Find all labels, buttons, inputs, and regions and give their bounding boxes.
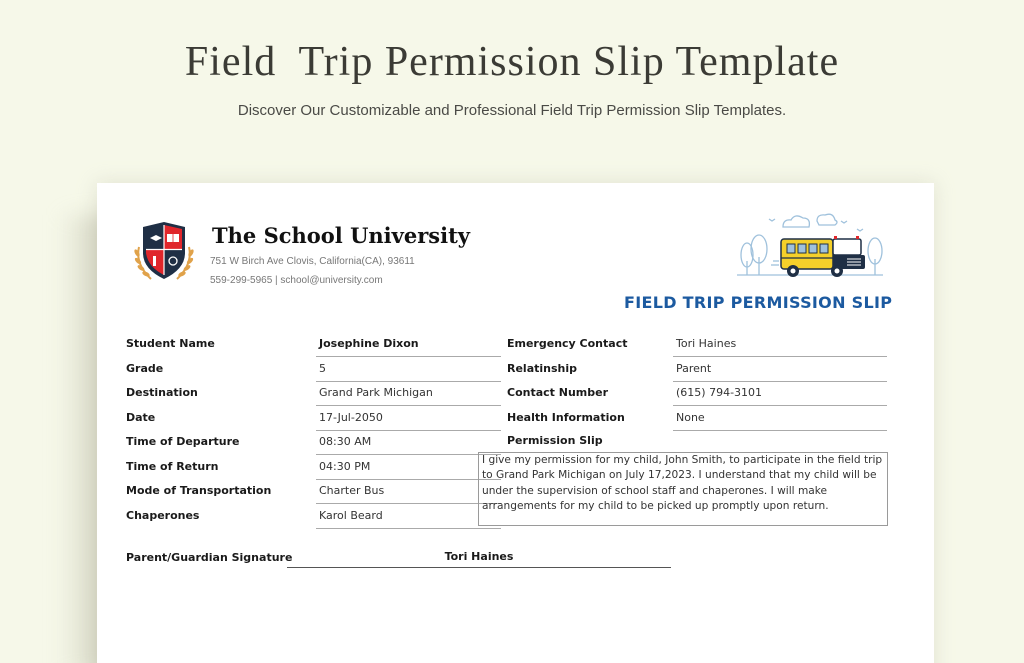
school-contact: 559-299-5965 | school@university.com (210, 275, 383, 286)
school-address: 751 W Birch Ave Clovis, California(CA), 93611 (210, 256, 415, 267)
grade-field[interactable]: 5 (316, 362, 501, 382)
field-label: Health Information (507, 410, 625, 424)
field-label: Time of Departure (126, 435, 240, 448)
shield-crest-icon (129, 219, 199, 285)
school-name: The School University (212, 223, 470, 248)
field-label: Date (126, 410, 156, 424)
field-return-time (126, 456, 506, 480)
field-label: Contact Number (507, 386, 609, 399)
permission-slip-label: Permission Slip (507, 434, 603, 447)
field-date (126, 407, 506, 431)
health-information-field[interactable]: None (673, 411, 887, 431)
field-label: Grade (126, 361, 164, 375)
date-field[interactable]: 17-Jul-2050 (316, 411, 501, 431)
signature-label: Parent/Guardian Signature (126, 551, 293, 564)
page-heading: Field Trip Permission Slip Template (184, 39, 840, 85)
form-title: FIELD TRIP PERMISSION SLIP (624, 293, 893, 312)
field-label: Time of Return (126, 459, 219, 473)
school-bus-icon (735, 209, 885, 281)
emergency-contact-field[interactable]: Tori Haines (673, 337, 887, 357)
field-grade (126, 358, 506, 382)
contact-number-field[interactable]: (615) 794-3101 (673, 386, 887, 406)
field-destination (126, 382, 506, 406)
return-time-field[interactable]: 04:30 PM (316, 460, 501, 480)
field-transportation (126, 480, 506, 504)
field-label: Chaperones (126, 508, 200, 522)
destination-field[interactable]: Grand Park Michigan (316, 386, 501, 406)
field-label: Student Name (126, 337, 215, 350)
field-label: Relatinship (507, 361, 578, 375)
field-emergency-contact (507, 333, 892, 357)
field-health-information (507, 407, 892, 431)
transportation-field[interactable]: Charter Bus (316, 484, 501, 504)
chaperones-field[interactable]: Karol Beard (316, 509, 501, 529)
signature-field[interactable]: Tori Haines (287, 550, 671, 568)
student-name-field[interactable]: Josephine Dixon (316, 337, 501, 357)
relationship-field[interactable]: Parent (673, 362, 887, 382)
field-student-name (126, 333, 506, 357)
field-departure-time (126, 431, 506, 455)
field-label: Emergency Contact (507, 337, 628, 350)
field-relationship (507, 358, 892, 382)
field-contact-number (507, 382, 892, 406)
field-chaperones (126, 505, 506, 529)
field-label: Destination (126, 386, 198, 399)
permission-slip-document (97, 183, 934, 663)
permission-text-area[interactable]: I give my permission for my child, John Smith, to participate in the field trip to Grand Park Michigan on July 17,2023. I understand that my child will be under the supervision of school staff and chaperones. I will make arrangements for my child to be picked up promptly upon return. (478, 452, 888, 526)
page-subheading: Discover Our Customizable and Professional Field Trip Permission Slip Templates. (237, 102, 787, 119)
departure-time-field[interactable]: 08:30 AM (316, 435, 501, 455)
field-label: Mode of Transportation (126, 484, 272, 497)
